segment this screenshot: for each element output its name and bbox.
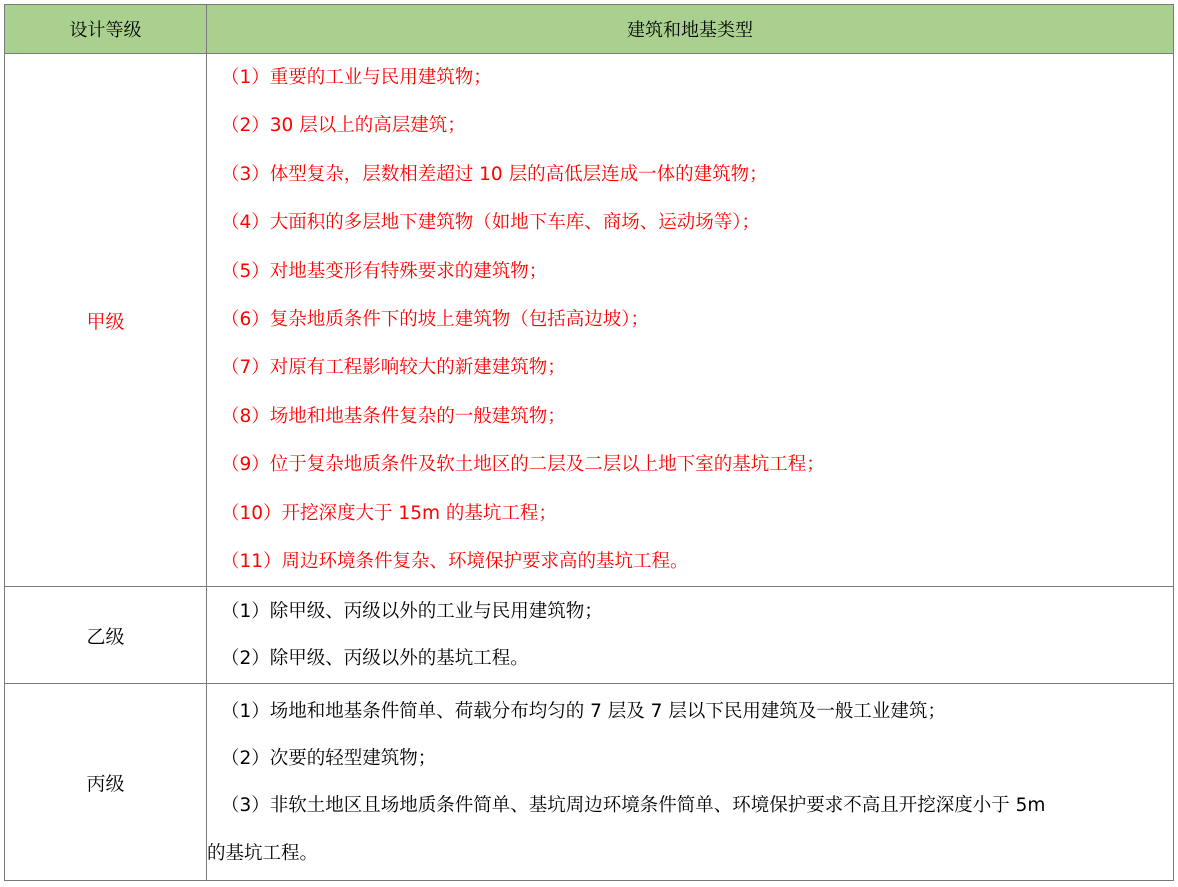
list-item: （3）非软土地区且场地质条件简单、基坑周边环境条件简单、环境保护要求不高且开挖深度小于 5m — [221, 795, 1046, 817]
list-item: （2）除甲级、丙级以外的基坑工程。 — [221, 648, 529, 670]
list-item: （11）周边环境条件复杂、环境保护要求高的基坑工程。 — [221, 550, 689, 572]
grade-cell-bing — [5, 684, 207, 881]
types-cell-yi — [207, 587, 1174, 684]
list-item: 的基坑工程。 — [207, 842, 319, 864]
list-item: （10）开挖深度大于 15m 的基坑工程； — [221, 502, 557, 524]
list-item: （3）体型复杂，层数相差超过 10 层的高低层连成一体的建筑物； — [221, 163, 768, 185]
list-item: （1）重要的工业与民用建筑物； — [221, 67, 492, 88]
header-design-grade: 设计等级 — [5, 5, 207, 54]
grade-cell-yi — [5, 587, 207, 684]
grade-cell-jia — [5, 54, 207, 587]
list-item: （1）场地和地基条件简单、荷载分布均匀的 7 层及 7 层以下民用建筑及一般工业建筑； — [221, 700, 946, 722]
list-item: （2）30 层以上的高层建筑； — [221, 115, 466, 137]
list-item: （6）复杂地质条件下的坡上建筑物（包括高边坡）； — [221, 308, 650, 330]
table-row — [5, 684, 1174, 881]
list-item: （9）位于复杂地质条件及软土地区的二层及二层以上地下室的基坑工程； — [221, 454, 825, 476]
grade-label: 乙级 — [86, 625, 125, 648]
list-item: （2）次要的轻型建筑物； — [221, 748, 437, 769]
table-header — [5, 5, 1174, 54]
table-row — [5, 587, 1174, 684]
header-row — [5, 5, 1174, 54]
grade-label: 甲级 — [86, 310, 125, 333]
list-item: （5）对地基变形有特殊要求的建筑物； — [221, 260, 548, 282]
types-cell-jia — [207, 54, 1174, 587]
table-body — [5, 54, 1174, 881]
table-row — [5, 54, 1174, 587]
list-item: （4）大面积的多层地下建筑物（如地下车库、商场、运动场等）； — [221, 212, 761, 234]
list-item: （7）对原有工程影响较大的新建建筑物； — [221, 357, 566, 379]
list-item: （8）场地和地基条件复杂的一般建筑物； — [221, 405, 566, 427]
list-item: （1）除甲级、丙级以外的工业与民用建筑物； — [221, 601, 603, 623]
grade-label: 丙级 — [86, 772, 125, 795]
header-building-foundation-type: 建筑和地基类型 — [207, 5, 1174, 54]
design-grade-table — [4, 4, 1174, 881]
types-cell-bing — [207, 684, 1174, 881]
